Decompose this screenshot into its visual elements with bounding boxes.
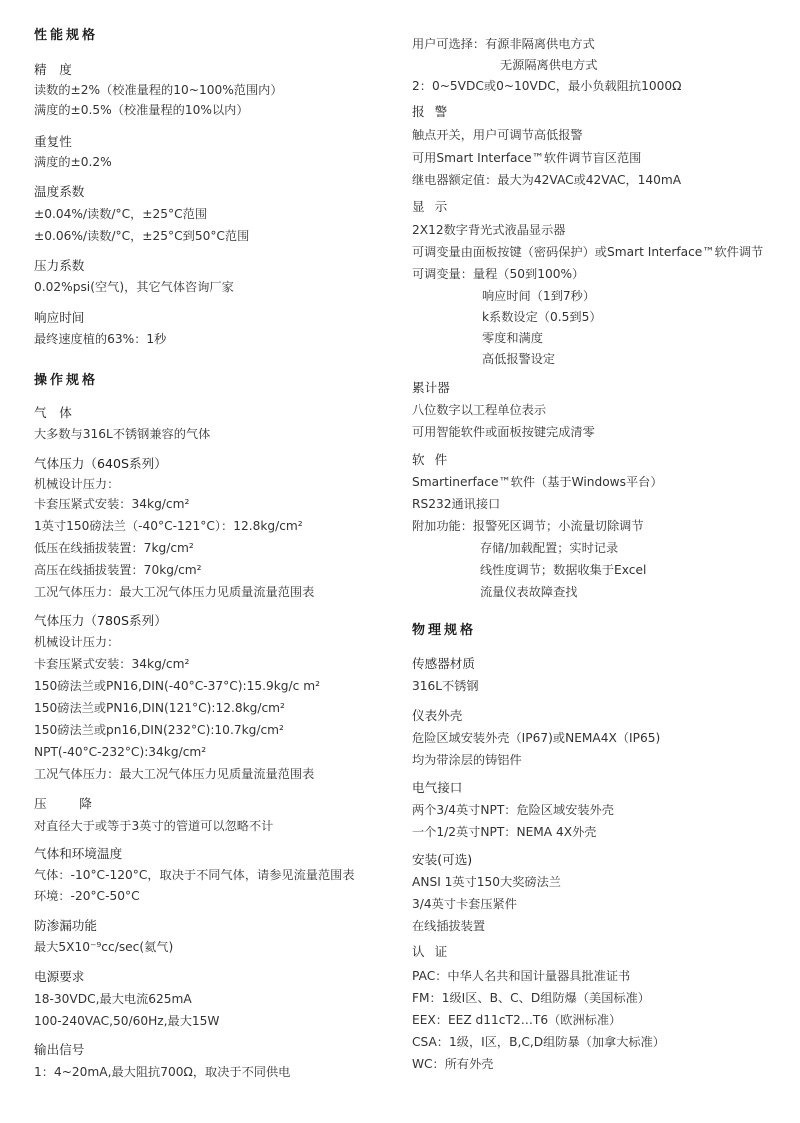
text-line: 可调变量：量程（50到100%）: [412, 267, 585, 281]
heading-accuracy: 精 度: [34, 62, 72, 77]
text-line: 线性度调节；数据收集于Excel: [480, 563, 647, 577]
heading-output: 输出信号: [34, 1042, 85, 1057]
heading-temp-coeff: 温度系数: [34, 184, 85, 199]
text-line: ±0.06%/读数/°C，±25°C到50°C范围: [34, 229, 250, 243]
text-line: RS232通讯接口: [412, 497, 501, 511]
text-line: 150磅法兰或pn16,DIN(232°C):10.7kg/cm²: [34, 723, 284, 737]
heading-gas: 气 体: [34, 405, 72, 420]
text-line: 1英寸150磅法兰（-40°C-121°C）：12.8kg/cm²: [34, 519, 303, 533]
text-line: 一个1/2英寸NPT：NEMA 4X外壳: [412, 825, 597, 839]
text-line: k系数设定（0.5到5）: [482, 310, 602, 324]
heading-power: 电源要求: [34, 969, 85, 984]
text-line: NPT(-40°C-232°C):34kg/cm²: [34, 745, 207, 759]
text-line: 2X12数字背光式液晶显示器: [412, 223, 566, 237]
text-line: WC：所有外壳: [412, 1057, 494, 1071]
text-line: 无源隔离供电方式: [500, 58, 598, 72]
text-line: 2：0~5VDC或0~10VDC，最小负载阻抗1000Ω: [412, 79, 682, 93]
text-line: 大多数与316L不锈钢兼容的气体: [34, 427, 211, 441]
section-title-physical: 物理规格: [412, 623, 477, 638]
text-line: 150磅法兰或PN16,DIN(121°C):12.8kg/cm²: [34, 701, 285, 715]
text-line: 用户可选择：有源非隔离供电方式: [412, 37, 595, 51]
text-line: 0.02%psi(空气)，其它气体咨询厂家: [34, 280, 234, 294]
text-line: 工况气体压力：最大工况气体压力见质量流量范围表: [34, 767, 315, 781]
text-line: Smartinerface™软件（基于Windows平台）: [412, 475, 663, 489]
text-line: 八位数字以工程单位表示: [412, 403, 547, 417]
text-line: 读数的±2%（校准量程的10~100%范围内）: [34, 83, 283, 97]
heading-electrical: 电气接口: [412, 780, 463, 795]
text-line: CSA：1级，I区，B,C,D组防暴（加拿大标准）: [412, 1035, 665, 1049]
heading-alarm: 报警: [412, 104, 458, 119]
heading-gas-env-temp: 气体和环境温度: [34, 846, 123, 861]
text-line: 附加功能：报警死区调节；小流量切除调节: [412, 519, 644, 533]
text-line: 在线插拔装置: [412, 919, 486, 933]
section-title-performance: 性能规格: [34, 28, 99, 43]
text-line: 100-240VAC,50/60Hz,最大15W: [34, 1014, 220, 1028]
heading-pressure-coeff: 压力系数: [34, 258, 85, 273]
text-line: 环境：-20°C-50°C: [34, 889, 140, 903]
heading-sensor-material: 传感器材质: [412, 656, 475, 671]
heading-totalizer: 累计器: [412, 380, 450, 395]
heading-housing: 仪表外壳: [412, 708, 463, 723]
text-line: 1：4~20mA,最大阻抗700Ω，取决于不同供电: [34, 1065, 291, 1079]
heading-repeatability: 重复性: [34, 134, 72, 149]
text-line: 继电器额定值：最大为42VAC或42VAC，140mA: [412, 173, 682, 187]
text-line: 工况气体压力：最大工况气体压力见质量流量范围表: [34, 585, 315, 599]
text-line: 316L不锈钢: [412, 679, 479, 693]
text-line: 低压在线插拔装置：7kg/cm²: [34, 541, 194, 555]
text-line: 对直径大于或等于3英寸的管道可以忽略不计: [34, 819, 274, 833]
heading-pressure-drop: 压 降: [34, 796, 102, 811]
text-line: 响应时间（1到7秒）: [482, 289, 596, 303]
text-line: ±0.04%/读数/°C，±25°C范围: [34, 207, 208, 221]
text-line: 危险区域安装外壳（IP67)或NEMA4X（IP65): [412, 731, 661, 745]
text-line: 机械设计压力：: [34, 477, 120, 491]
text-line: 存储/加载配置；实时记录: [480, 541, 619, 555]
heading-response-time: 响应时间: [34, 310, 85, 325]
text-line: ANSI 1英寸150大奖磅法兰: [412, 875, 561, 889]
text-line: PAC：中华人名共和国计量器具批准证书: [412, 969, 631, 983]
heading-gas-pressure-640: 气体压力（640S系列）: [34, 456, 167, 471]
text-line: 零度和满度: [482, 331, 543, 345]
section-title-operation: 操作规格: [34, 373, 99, 388]
text-line: 高低报警设定: [482, 352, 556, 366]
heading-software: 软件: [412, 452, 458, 467]
heading-leak-proof: 防渗漏功能: [34, 918, 97, 933]
text-line: 高压在线插拔装置：70kg/cm²: [34, 563, 202, 577]
text-line: 150磅法兰或PN16,DIN(-40°C-37°C):15.9kg/c m²: [34, 679, 320, 693]
heading-gas-pressure-780: 气体压力（780S系列）: [34, 613, 167, 628]
text-line: EEX：EEZ d11cT2…T6（欧洲标准）: [412, 1013, 622, 1027]
text-line: 可调变量由面板按键（密码保护）或Smart Interface™软件调节: [412, 245, 764, 259]
text-line: 触点开关，用户可调节高低报警: [412, 128, 583, 142]
text-line: 气体：-10°C-120°C，取决于不同气体，请参见流量范围表: [34, 868, 355, 882]
text-line: 满度的±0.2%: [34, 155, 112, 169]
text-line: 流量仪表故障查找: [480, 585, 578, 599]
text-line: 可用智能软件或面板按键完成清零: [412, 425, 595, 439]
text-line: 18-30VDC,最大电流625mA: [34, 992, 192, 1006]
text-line: 满度的±0.5%（校准量程的10%以内）: [34, 103, 249, 117]
heading-mounting: 安装(可选): [412, 852, 473, 867]
text-line: 两个3/4英寸NPT：危险区域安装外壳: [412, 803, 614, 817]
text-line: 最终速度植的63%：1秒: [34, 332, 167, 346]
text-line: 卡套压紧式安装：34kg/cm²: [34, 657, 190, 671]
text-line: 机械设计压力：: [34, 635, 120, 649]
heading-display: 显示: [412, 199, 458, 214]
text-line: 最大5X10⁻⁹cc/sec(氦气): [34, 940, 174, 954]
text-line: 可用Smart Interface™软件调节盲区范围: [412, 151, 642, 165]
heading-certification: 认证: [412, 944, 458, 959]
text-line: 均为带涂层的铸铝件: [412, 753, 522, 767]
text-line: FM：1级I区、B、C、D组防爆（美国标准）: [412, 991, 650, 1005]
text-line: 3/4英寸卡套压紧件: [412, 897, 517, 911]
text-line: 卡套压紧式安装：34kg/cm²: [34, 497, 190, 511]
